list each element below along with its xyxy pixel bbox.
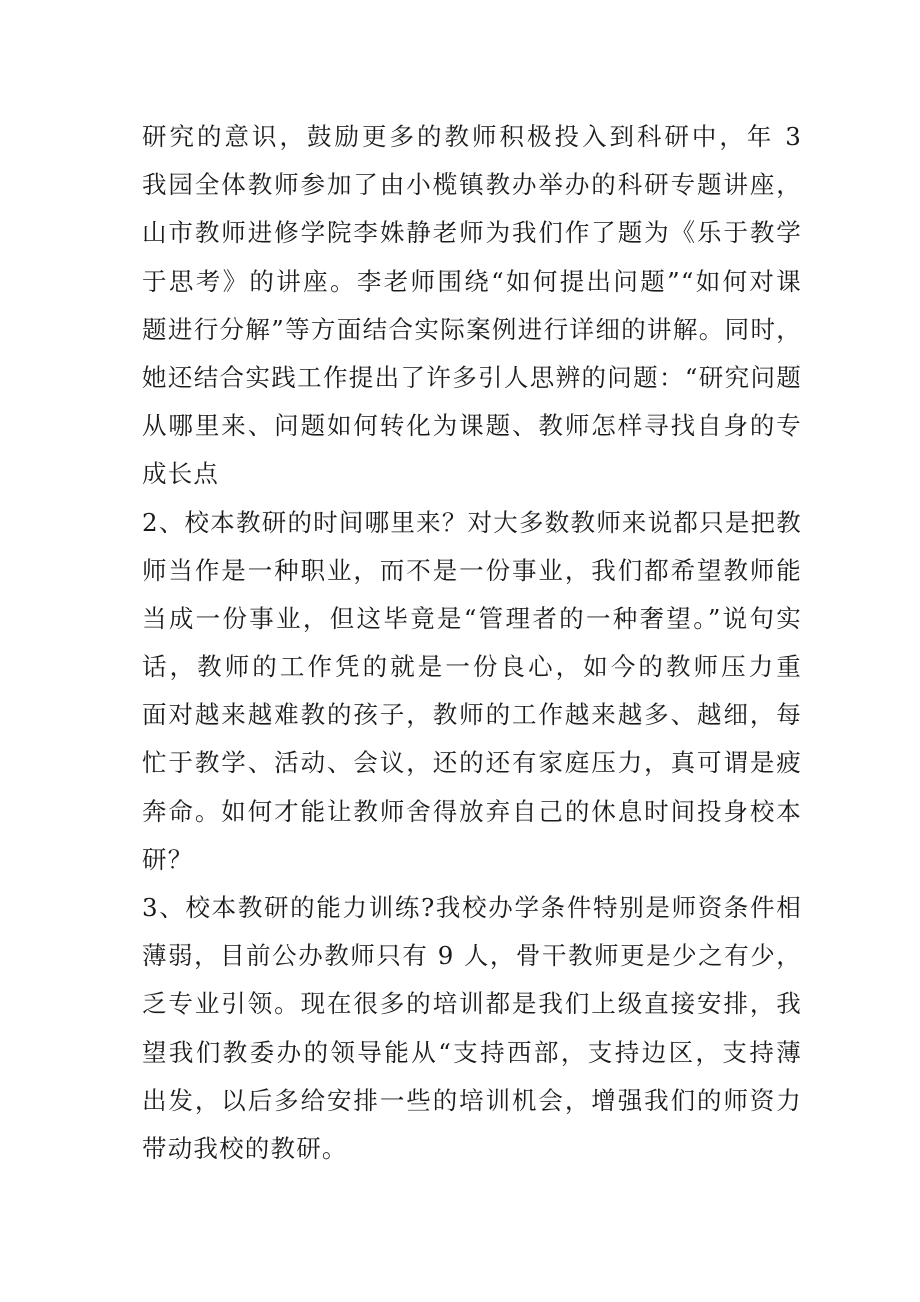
text-line: 望我们教委办的领导能从“支持西部，支持边区，支持薄 [142, 1037, 802, 1067]
text-line: 从哪里来、问题如何转化为课题、教师怎样寻找自身的专 [142, 411, 802, 441]
text-line: 题进行分解”等方面结合实际案例进行详细的讲解。同时， [142, 314, 802, 344]
paragraph-item-3 [142, 884, 802, 1173]
text-line: 2、校本教研的时间哪里来？对大多数教师来说都只是把教 [142, 507, 802, 537]
text-line: 于思考》的讲座。李老师围绕“如何提出问题”“如何对课 [142, 266, 802, 296]
text-line: 3、校本教研的能力训练?我校办学条件特别是师资条件相 [142, 893, 802, 922]
text-line: 师当作是一种职业，而不是一份事业，我们都希望教师能 [142, 555, 802, 585]
text-line: 她还结合实践工作提出了许多引人思辨的问题：“研究问题 [142, 362, 802, 392]
text-line: 话，教师的工作凭的就是一份良心，如今的教师压力重 [142, 652, 802, 682]
text-line: 研？ [142, 844, 194, 874]
text-line: 乏专业引领。现在很多的培训都是我们上级直接安排，我 [142, 989, 802, 1019]
text-line: 山市教师进修学院李姝静老师为我们作了题为《乐于教学 [142, 218, 802, 248]
paragraph-research-awareness [142, 113, 802, 499]
paragraph-item-2 [142, 499, 802, 885]
text-line: 成长点 [142, 459, 220, 489]
text-line: 忙于教学、活动、会议，还的还有家庭压力，真可谓是疲 [142, 748, 802, 778]
text-line: 当成一份事业，但这毕竟是“管理者的一种奢望。”说句实 [142, 603, 802, 633]
text-line: 面对越来越难教的孩子，教师的工作越来越多、越细，每 [142, 700, 802, 730]
text-line: 出发，以后多给安排一些的培训机会，增强我们的师资力 [142, 1085, 802, 1115]
text-line: 研究的意识，鼓励更多的教师积极投入到科研中，年 3 [142, 122, 802, 151]
text-line: 奔命。如何才能让教师舍得放弃自己的休息时间投身校本 [142, 796, 802, 826]
text-line: 我园全体教师参加了由小榄镇教办举办的科研专题讲座， [142, 170, 802, 200]
text-line: 带动我校的教研。 [142, 1133, 348, 1163]
document-body [142, 113, 802, 1173]
text-line: 薄弱，目前公办教师只有 9 人，骨干教师更是少之有少， [142, 941, 802, 971]
